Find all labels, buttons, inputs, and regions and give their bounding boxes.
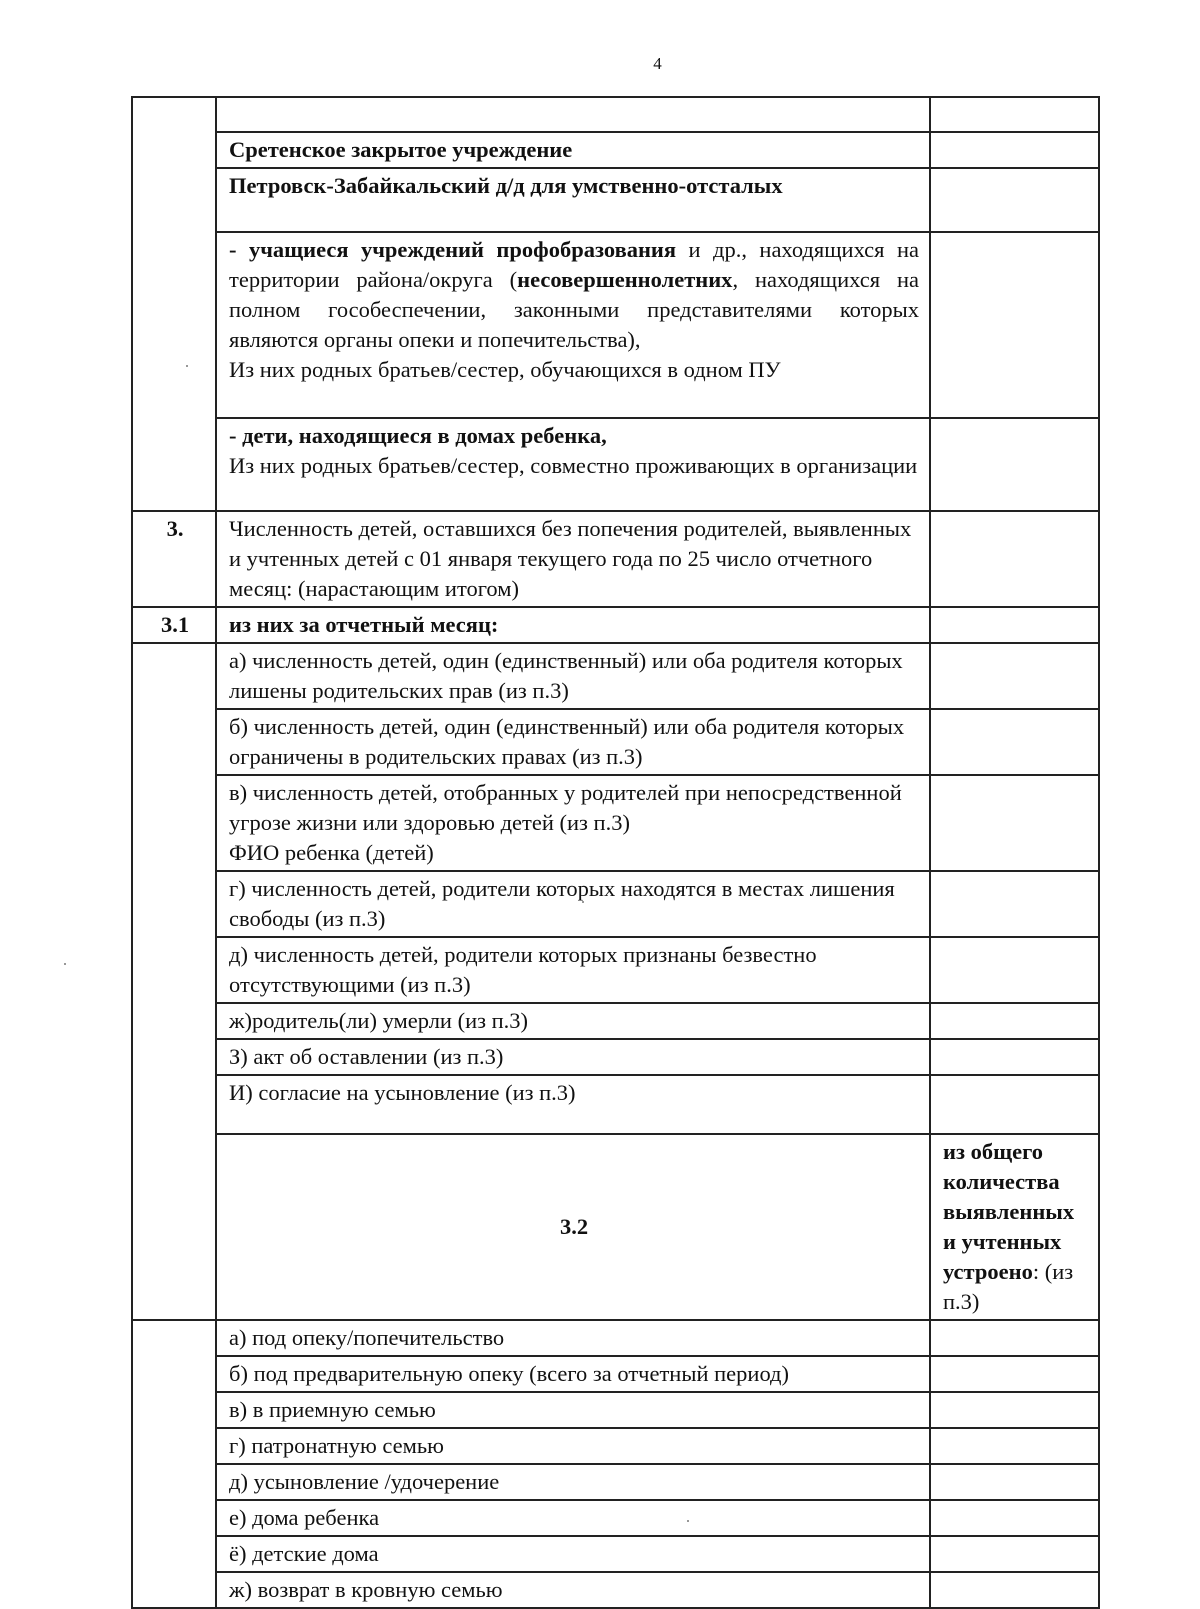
value-cell[interactable] bbox=[930, 132, 1099, 168]
text-cell: И) согласие на усыновление (из п.3) bbox=[216, 1075, 930, 1134]
value-cell[interactable] bbox=[930, 511, 1099, 607]
report-table bbox=[131, 96, 1098, 1609]
number-cell: 3.2 bbox=[216, 1134, 930, 1320]
siblings-text: Из них родных братьев/сестер, обучающихся в одном ПУ bbox=[229, 357, 781, 382]
table-row bbox=[132, 418, 1099, 511]
page-number: 4 bbox=[653, 54, 662, 73]
table-row bbox=[132, 511, 1099, 607]
scan-speck bbox=[687, 1520, 689, 1522]
bold-text: из общего количества выявленных и учтенных устроено bbox=[943, 1139, 1075, 1284]
text-cell bbox=[930, 1134, 1099, 1320]
text-cell: г) патронатную семью bbox=[216, 1428, 930, 1464]
value-cell[interactable] bbox=[930, 168, 1099, 232]
text-cell: е) дома ребенка bbox=[216, 1500, 930, 1536]
text-cell: в) в приемную семью bbox=[216, 1392, 930, 1428]
text: , находящихся на полном гособеспечении, законными представителями которых являются органы опеки и попечительства), bbox=[229, 267, 919, 352]
table-row bbox=[132, 1356, 1099, 1392]
value-cell[interactable] bbox=[930, 709, 1099, 775]
text-cell bbox=[216, 418, 930, 511]
value-cell[interactable] bbox=[930, 1392, 1099, 1428]
text-cell: ж)родитель(ли) умерли (из п.3) bbox=[216, 1003, 930, 1039]
table-row bbox=[132, 871, 1099, 937]
table-row bbox=[132, 168, 1099, 232]
table-row bbox=[132, 1572, 1099, 1608]
table-row bbox=[132, 132, 1099, 168]
value-cell[interactable] bbox=[930, 1320, 1099, 1356]
text-cell bbox=[216, 168, 930, 232]
value-cell[interactable] bbox=[930, 1428, 1099, 1464]
number-cell bbox=[132, 97, 216, 511]
table-row bbox=[132, 709, 1099, 775]
institution-name: Сретенское закрытое учреждение bbox=[229, 137, 573, 162]
number-cell: 3. bbox=[132, 511, 216, 607]
text-cell bbox=[216, 607, 930, 643]
text-cell: г) численность детей, родители которых находятся в местах лишения свободы (из п.3) bbox=[216, 871, 930, 937]
text-cell: б) численность детей, один (единственный) или оба родителя которых ограничены в родительских правах (из п.3) bbox=[216, 709, 930, 775]
table-row bbox=[132, 775, 1099, 871]
text-cell: д) усыновление /удочерение bbox=[216, 1464, 930, 1500]
row-text: в) численность детей, отобранных у родителей при непосредственной угрозе жизни или здоровью детей (из п.3) bbox=[229, 780, 902, 835]
table-row bbox=[132, 232, 1099, 418]
value-cell[interactable] bbox=[930, 607, 1099, 643]
table-row bbox=[132, 937, 1099, 1003]
number-cell: 3.1 bbox=[132, 607, 216, 643]
scan-speck bbox=[582, 901, 584, 903]
table-row bbox=[132, 1039, 1099, 1075]
scan-speck bbox=[64, 963, 66, 965]
table-row bbox=[132, 1500, 1099, 1536]
text-cell bbox=[216, 132, 930, 168]
dash: - bbox=[229, 237, 249, 262]
table-row bbox=[132, 1392, 1099, 1428]
table-row bbox=[132, 1003, 1099, 1039]
table-row bbox=[132, 1464, 1099, 1500]
bold-text: - дети, находящиеся в домах ребенка, bbox=[229, 423, 607, 448]
number-cell bbox=[132, 1320, 216, 1608]
table-row bbox=[132, 1428, 1099, 1464]
text: : (из п.3) bbox=[943, 1259, 1074, 1314]
text-cell: ё) детские дома bbox=[216, 1536, 930, 1572]
value-cell[interactable] bbox=[930, 1536, 1099, 1572]
table-row bbox=[132, 1075, 1099, 1134]
value-cell[interactable] bbox=[930, 871, 1099, 937]
table-row bbox=[132, 1134, 1099, 1320]
table-row bbox=[132, 643, 1099, 709]
text-cell bbox=[216, 775, 930, 871]
bold-text: из них за отчетный месяц: bbox=[229, 612, 499, 637]
value-cell[interactable] bbox=[930, 418, 1099, 511]
value-cell[interactable] bbox=[930, 1075, 1099, 1134]
table-row bbox=[132, 607, 1099, 643]
value-cell[interactable] bbox=[930, 937, 1099, 1003]
table-row bbox=[132, 97, 1099, 132]
text-cell: а) численность детей, один (единственный) или оба родителя которых лишены родительских прав (из п.3) bbox=[216, 643, 930, 709]
number-cell bbox=[132, 643, 216, 1320]
value-cell[interactable] bbox=[930, 1003, 1099, 1039]
table-row bbox=[132, 1536, 1099, 1572]
value-cell[interactable] bbox=[930, 1356, 1099, 1392]
text-cell: б) под предварительную опеку (всего за отчетный период) bbox=[216, 1356, 930, 1392]
value-cell[interactable] bbox=[930, 232, 1099, 418]
value-cell[interactable] bbox=[930, 643, 1099, 709]
row-text bbox=[229, 237, 919, 352]
table-row bbox=[132, 1320, 1099, 1356]
text-cell bbox=[216, 97, 930, 132]
value-cell[interactable] bbox=[930, 1572, 1099, 1608]
text-cell: З) акт об оставлении (из п.3) bbox=[216, 1039, 930, 1075]
value-cell[interactable] bbox=[930, 1464, 1099, 1500]
institution-name: Петровск-Забайкальский д/д для умственно-отсталых bbox=[229, 173, 783, 198]
value-cell[interactable] bbox=[930, 97, 1099, 132]
text-cell bbox=[216, 232, 930, 418]
text-cell: а) под опеку/попечительство bbox=[216, 1320, 930, 1356]
child-name-label: ФИО ребенка (детей) bbox=[229, 840, 434, 865]
siblings-text: Из них родных братьев/сестер, совместно проживающих в организации bbox=[229, 453, 918, 478]
bold-text: учащиеся учреждений профобразования bbox=[248, 237, 677, 262]
text-cell: ж) возврат в кровную семью bbox=[216, 1572, 930, 1608]
value-cell[interactable] bbox=[930, 775, 1099, 871]
value-cell[interactable] bbox=[930, 1500, 1099, 1536]
text-cell: д) численность детей, родители которых признаны безвестно отсутствующими (из п.3) bbox=[216, 937, 930, 1003]
text: и др., находящихся на территории района/округа ( bbox=[229, 237, 919, 292]
value-cell[interactable] bbox=[930, 1039, 1099, 1075]
bold-text: несовершеннолетних bbox=[517, 267, 733, 292]
text-cell: Численность детей, оставшихся без попечения родителей, выявленных и учтенных детей с 01 января текущего года по 25 число отчетного месяц: (нарастающим итогом) bbox=[216, 511, 930, 607]
scan-speck bbox=[186, 365, 188, 367]
